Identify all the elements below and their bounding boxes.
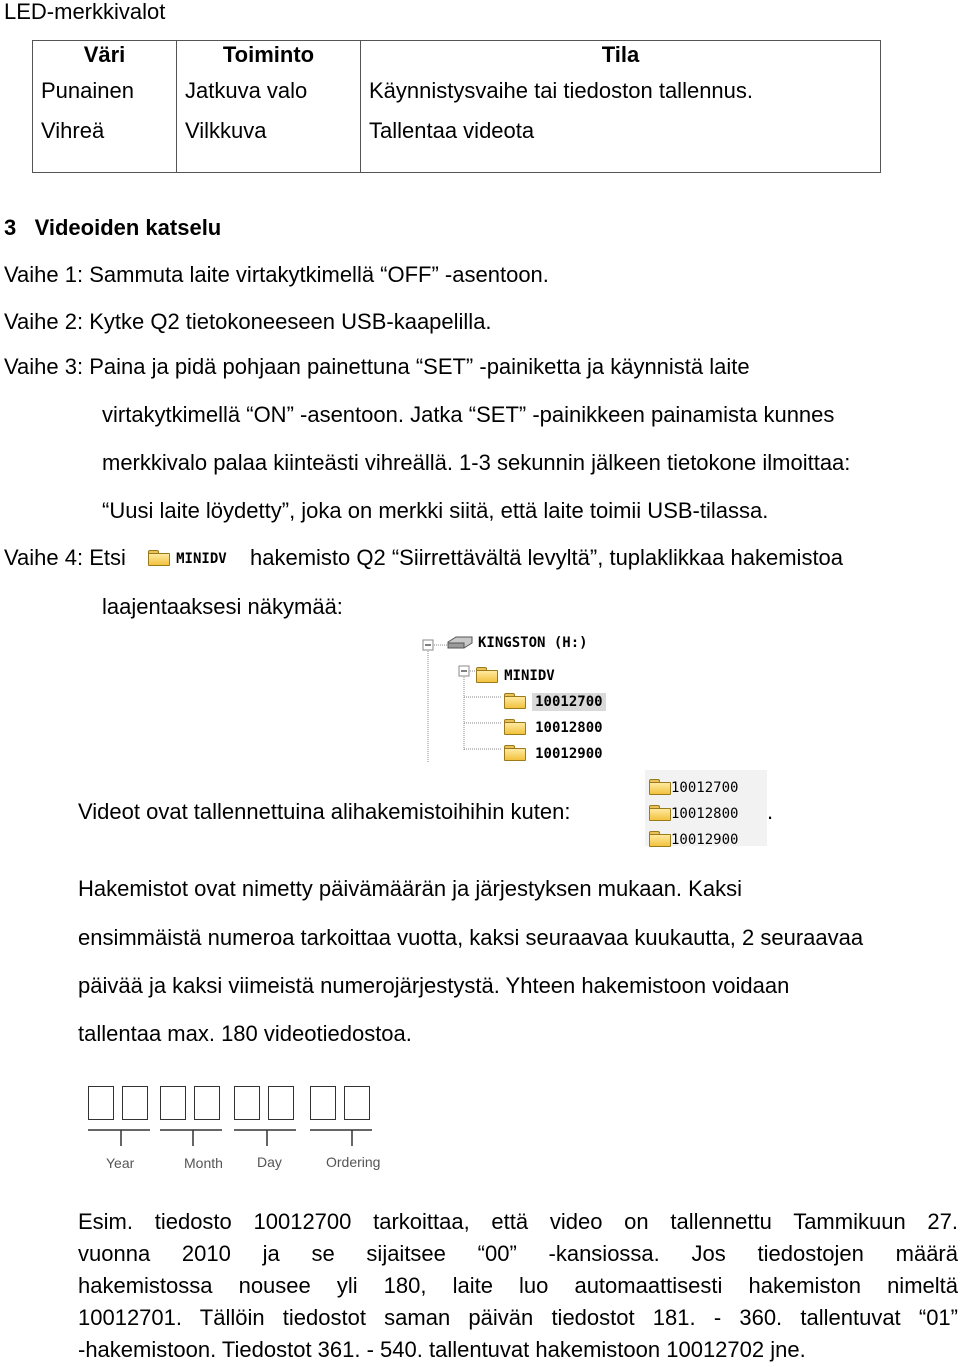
table-row [33,69,881,112]
mini-folder [649,800,738,822]
folder-icon [649,779,671,794]
folder-icon [504,745,526,760]
mini-folder [649,774,738,796]
digit-label-month: Month [184,1155,223,1171]
paragraph-line: hakemistossa nousee yli 180, laite luo automaattisesti hakemiston nimeltä [78,1273,958,1298]
digit-label-year: Year [106,1155,135,1171]
step-4-line: laajentaaksesi näkymää: [102,594,343,619]
paragraph-line: vuonna 2010 ja se sijaitsee “00” -kansiossa. Jos tiedostojen määrä [78,1241,958,1266]
drive-icon [448,637,472,648]
step-3-line: virtakytkimellä “ON” -asentoon. Jatka “SET” -painikkeen painamista kunnes [102,402,835,427]
tree-child-folder[interactable] [504,688,606,710]
section-heading: LED-merkkivalot [4,0,166,24]
videos-line-dot: . [767,799,774,824]
folder-icon [649,831,671,846]
step-1: Vaihe 1: Sammuta laite virtakytkimellä “OFF” -asentoon. [4,262,549,287]
table-header-function: Toiminto [177,41,361,70]
step-3-line: merkkivalo palaa kiinteästi vihreällä. 1-3 sekunnin jälkeen tietokone ilmoittaa: [102,450,851,475]
paragraph-line: Hakemistot ovat nimetty päivämäärän ja järjestyksen mukaan. Kaksi [78,876,742,901]
step-4-prefix: Vaihe 4: Etsi [4,545,126,570]
paragraph-line: 10012701. Tällöin tiedostot saman päivän tiedostot 181. - 360. tallentuvat “01” [78,1305,958,1330]
mini-folder-list [645,770,767,846]
folder-icon [649,805,671,820]
step-2: Vaihe 2: Kytke Q2 tietokoneeseen USB-kaapelilla. [4,309,492,334]
table-header-state: Tila [361,41,881,70]
table-cell: Jatkuva valo [177,69,361,112]
table-cell: Punainen [33,69,177,112]
tree-drive-label[interactable]: KINGSTON (H:) [478,635,588,651]
paragraph-line: ensimmäistä numeroa tarkoittaa vuotta, kaksi seuraavaa kuukautta, 2 seuraavaa [78,925,864,950]
minidv-folder-inline [148,545,227,567]
table-row [33,112,881,173]
table-cell: Vilkkuva [177,112,361,173]
tree-child-label: 10012900 [535,746,603,762]
folder-tree [420,632,620,762]
section-title [4,217,221,239]
folder-icon [148,550,170,565]
tree-child-label: 10012700 [532,693,605,711]
section-title-text: Videoiden katselu [34,215,222,240]
digit-diagram [88,1082,408,1182]
videos-line: Videot ovat tallennettuina alihakemistoihihin kuten: [78,799,571,824]
tree-child-folder[interactable] [504,714,606,736]
digit-label-ordering: Ordering [326,1154,381,1170]
mini-folder-label: 10012900 [671,832,739,848]
tree-folder-label: MINIDV [504,668,555,684]
mini-folder-label: 10012800 [671,806,739,822]
table-cell: Vihreä [33,112,177,173]
mini-folder-label: 10012700 [671,780,739,796]
paragraph-line: Esim. tiedosto 10012700 tarkoittaa, että video on tallennettu Tammikuun 27. [78,1209,958,1234]
mini-folder [649,826,738,848]
table-cell: Käynnistysvaihe tai tiedoston tallennus. [361,69,881,112]
led-table [32,40,881,173]
example-paragraph [78,1206,958,1366]
section-number: 3 [4,215,17,240]
paragraph-line: -hakemistoon. Tiedostot 361. - 540. tallentuvat hakemistoon 10012702 jne. [78,1337,806,1362]
tree-child-label: 10012800 [535,720,603,736]
table-cell: Tallentaa videota [361,112,881,173]
minidv-folder-label: MINIDV [176,551,227,567]
folder-icon [476,667,498,682]
folder-icon [504,719,526,734]
step-4-suffix: hakemisto Q2 “Siirrettävältä levyltä”, tuplaklikkaa hakemistoa [250,545,844,570]
tree-folder-minidv[interactable] [476,662,555,684]
tree-child-folder[interactable] [504,740,606,762]
step-3: Vaihe 3: Paina ja pidä pohjaan painettuna “SET” -painiketta ja käynnistä laite [4,354,750,379]
digit-label-day: Day [257,1154,282,1170]
step-3-line: “Uusi laite löydetty”, joka on merkki siitä, että laite toimii USB-tilassa. [102,498,769,523]
folder-icon [504,693,526,708]
table-header-color: Väri [33,41,177,70]
paragraph-line: tallentaa max. 180 videotiedostoa. [78,1021,412,1046]
paragraph-line: päivää ja kaksi viimeistä numerojärjestystä. Yhteen hakemistoon voidaan [78,973,790,998]
